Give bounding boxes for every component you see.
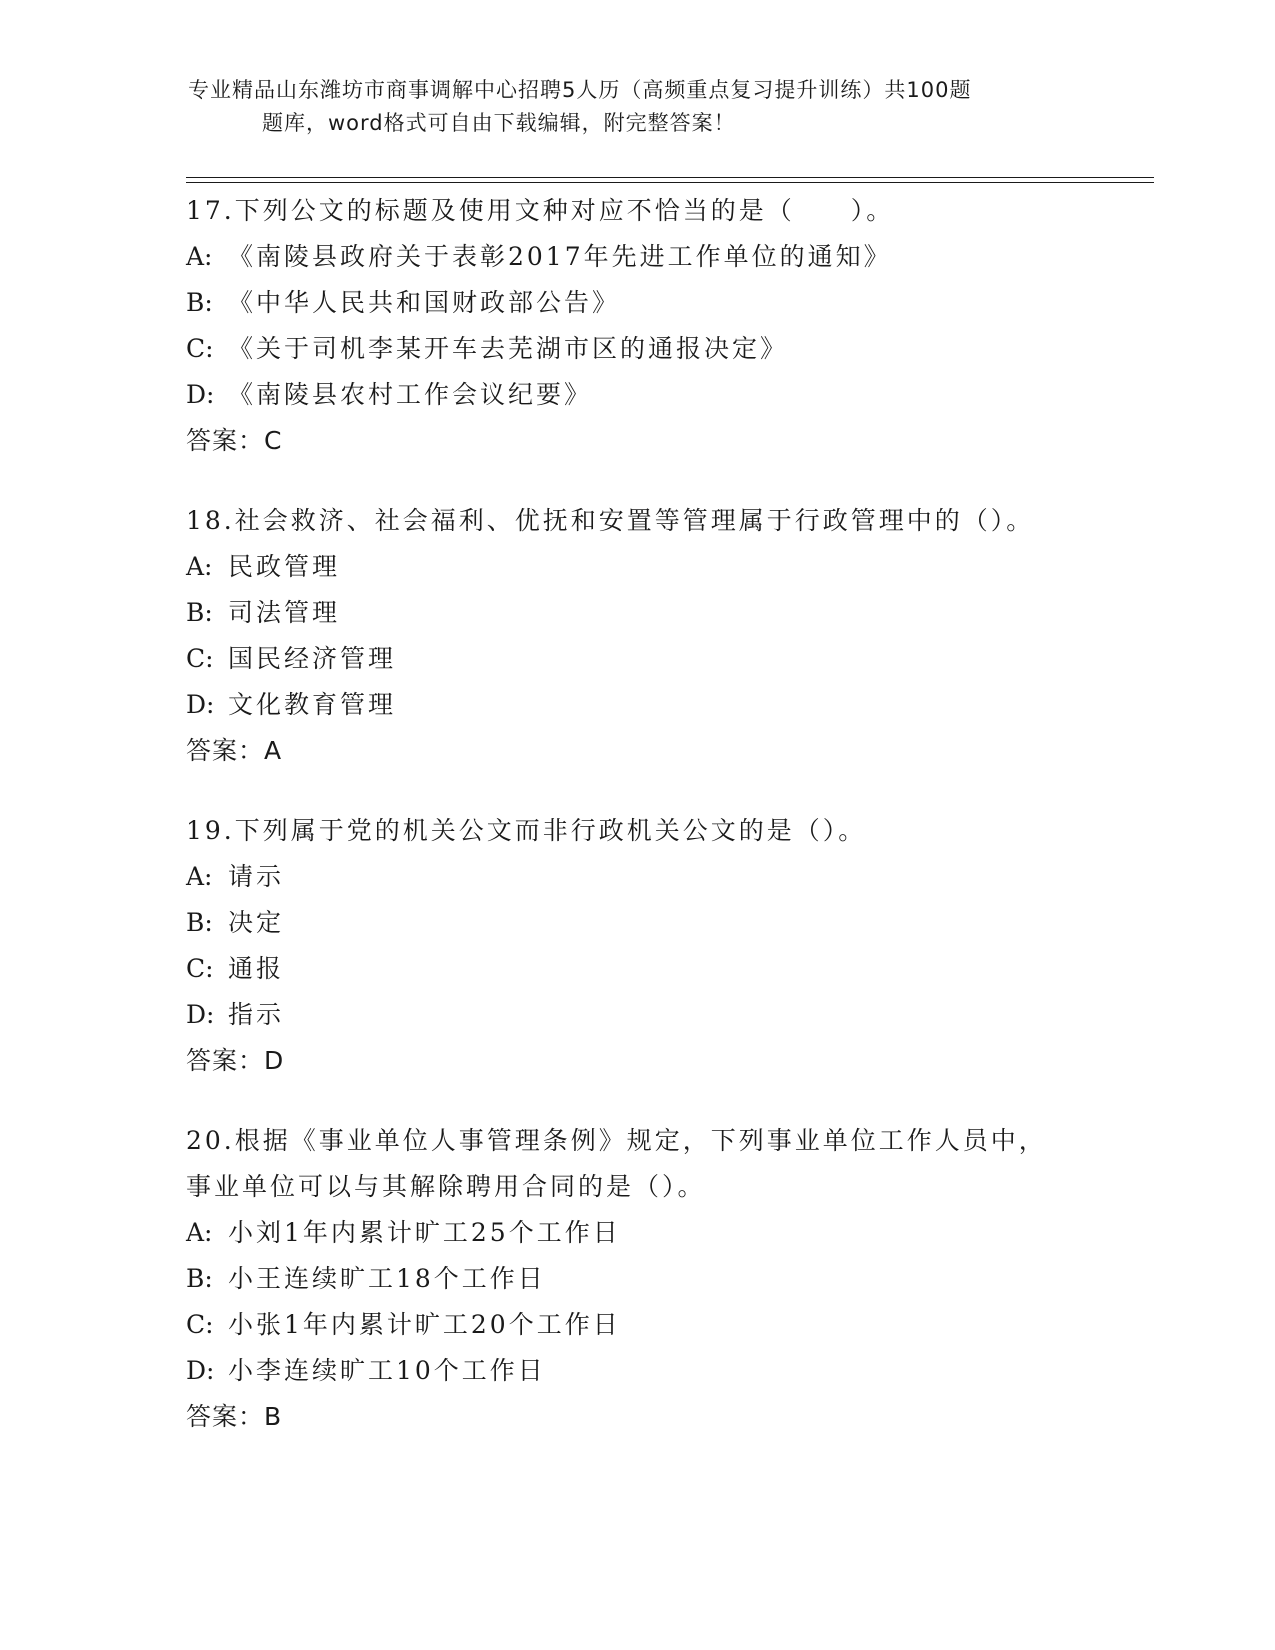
header-divider-bottom	[186, 182, 1154, 183]
question-list	[186, 188, 1146, 1474]
option-letter: A:	[186, 552, 213, 581]
option-text: 《中华人民共和国财政部公告》	[228, 288, 621, 317]
question-19	[186, 808, 1146, 1084]
question-stem: 18.社会救济、社会福利、优抚和安置等管理属于行政管理中的（）。	[186, 506, 1035, 535]
option-b	[186, 1256, 1146, 1302]
answer-line: 答案：B	[186, 1402, 283, 1431]
option-text: 小李连续旷工10个工作日	[228, 1356, 546, 1385]
option-c	[186, 946, 1146, 992]
question-stem: 20.根据《事业单位人事管理条例》规定，下列事业单位工作人员中，	[186, 1126, 1047, 1155]
option-text: 国民经济管理	[228, 644, 397, 673]
option-d	[186, 372, 1146, 418]
option-text: 民政管理	[228, 552, 341, 581]
page-header	[188, 74, 1088, 140]
option-text: 小刘1年内累计旷工25个工作日	[228, 1218, 621, 1247]
option-a	[186, 1210, 1146, 1256]
option-letter: D:	[186, 1356, 215, 1385]
option-c	[186, 636, 1146, 682]
header-divider-top	[186, 177, 1154, 178]
option-d	[186, 682, 1146, 728]
option-letter: B:	[186, 908, 213, 937]
option-letter: A:	[186, 862, 213, 891]
option-a	[186, 544, 1146, 590]
option-letter: A:	[186, 242, 213, 271]
option-letter: C:	[186, 334, 214, 363]
option-a	[186, 234, 1146, 280]
question-20	[186, 1118, 1146, 1440]
option-letter: D:	[186, 1000, 215, 1029]
option-c	[186, 326, 1146, 372]
question-stem-continued: 事业单位可以与其解除聘用合同的是（）。	[186, 1172, 706, 1201]
option-text: 文化教育管理	[228, 690, 397, 719]
option-letter: C:	[186, 1310, 214, 1339]
question-18	[186, 498, 1146, 774]
option-text: 《关于司机李某开车去芜湖市区的通报决定》	[228, 334, 789, 363]
option-letter: C:	[186, 644, 214, 673]
option-letter: B:	[186, 598, 213, 627]
answer-line: 答案：A	[186, 736, 283, 765]
answer-line: 答案：C	[186, 426, 283, 455]
question-stem: 17.下列公文的标题及使用文种对应不恰当的是（ ）。	[186, 196, 895, 225]
option-text: 《南陵县农村工作会议纪要》	[228, 380, 593, 409]
option-a	[186, 854, 1146, 900]
option-d	[186, 1348, 1146, 1394]
option-letter: A:	[186, 1218, 213, 1247]
option-text: 小张1年内累计旷工20个工作日	[228, 1310, 621, 1339]
option-letter: D:	[186, 380, 215, 409]
option-b	[186, 590, 1146, 636]
option-b	[186, 280, 1146, 326]
document-title-line-1: 专业精品山东潍坊市商事调解中心招聘5人历（高频重点复习提升训练）共100题	[188, 78, 972, 102]
option-text: 司法管理	[228, 598, 341, 627]
question-17	[186, 188, 1146, 464]
option-text: 指示	[228, 1000, 285, 1029]
option-text: 小王连续旷工18个工作日	[228, 1264, 546, 1293]
option-letter: B:	[186, 288, 213, 317]
option-text: 请示	[228, 862, 285, 891]
option-text: 通报	[228, 954, 285, 983]
option-letter: D:	[186, 690, 215, 719]
option-d	[186, 992, 1146, 1038]
document-title-line-2: 题库，word格式可自由下载编辑，附完整答案！	[262, 111, 736, 135]
option-text: 《南陵县政府关于表彰2017年先进工作单位的通知》	[228, 242, 892, 271]
question-stem: 19.下列属于党的机关公文而非行政机关公文的是（）。	[186, 816, 867, 845]
option-letter: C:	[186, 954, 214, 983]
option-text: 决定	[228, 908, 285, 937]
option-b	[186, 900, 1146, 946]
option-letter: B:	[186, 1264, 213, 1293]
option-c	[186, 1302, 1146, 1348]
answer-line: 答案：D	[186, 1046, 285, 1075]
